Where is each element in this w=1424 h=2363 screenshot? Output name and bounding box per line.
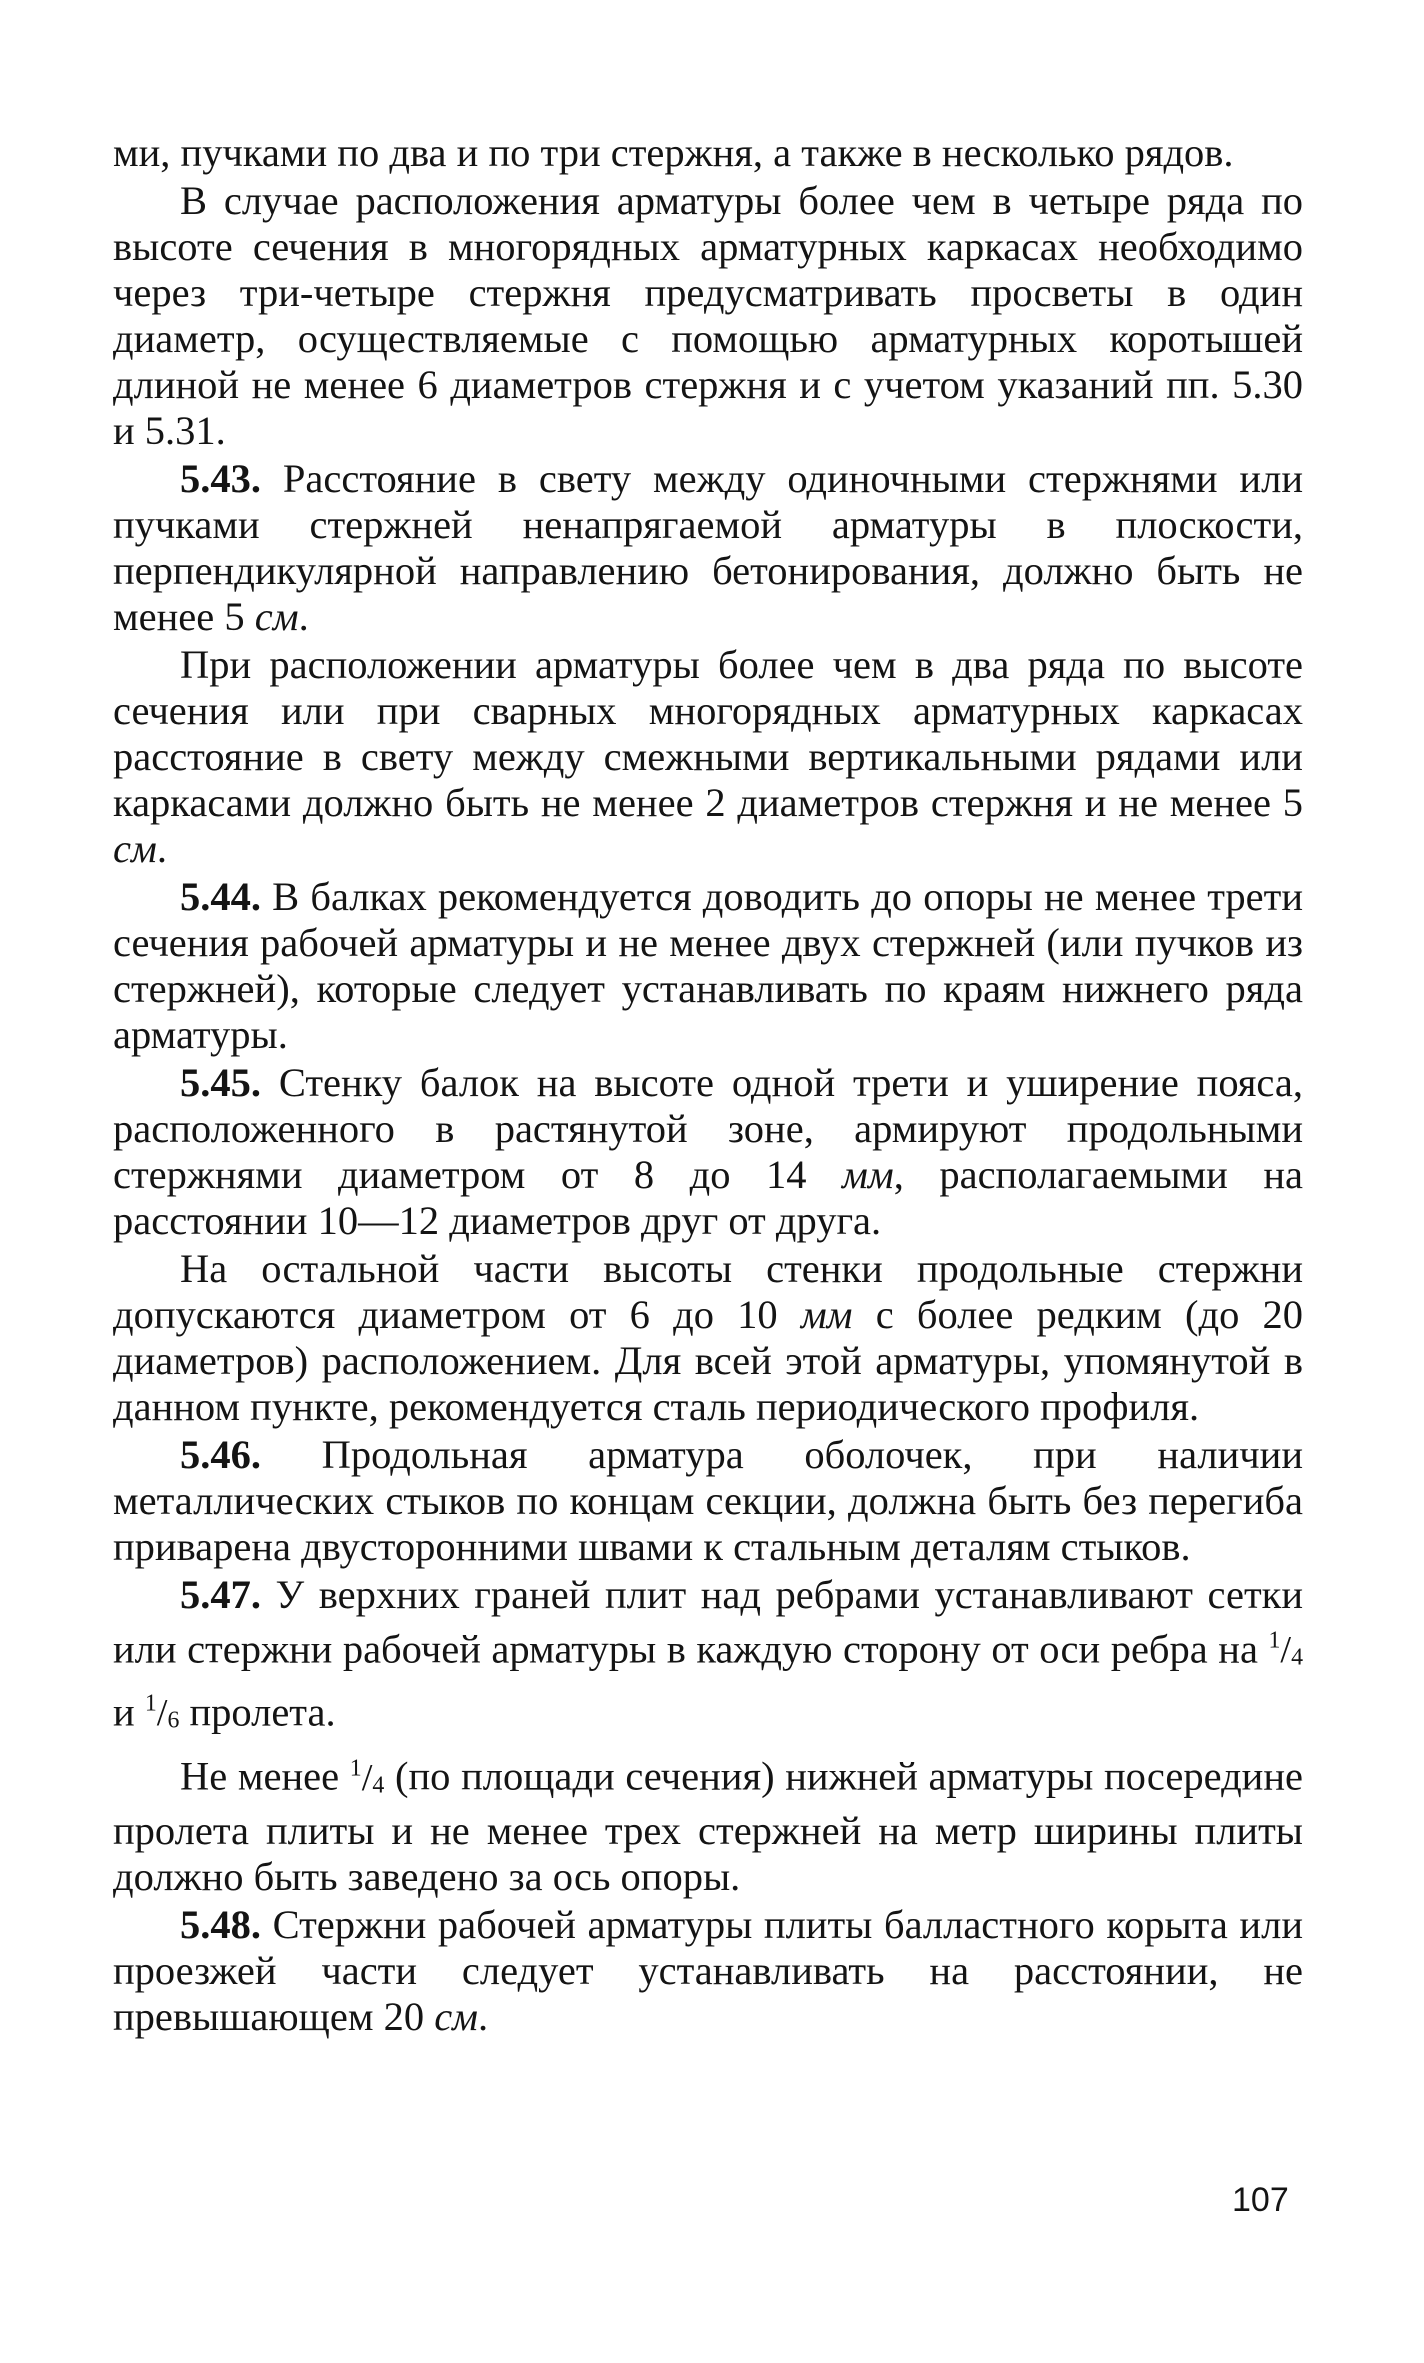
clause-5-45: 5.45. Стенку балок на высоте одной трети и уширение пояса, расположенного в растянутой зоне, армируют продольными стержнями диаметром от 8 до 14 мм, располагаемыми на расстоянии 10—12 диаметров друг от друга.: [113, 1060, 1304, 1243]
clause-number: 5.44.: [180, 874, 261, 919]
clause-5-46: 5.46. Продольная арматура оболочек, при наличии металлических стыков по концам секции, должна быть без перегиба приварена двусторонними швами к стальным деталям стыков.: [113, 1432, 1303, 1569]
unit: см: [113, 826, 157, 871]
unit: мм: [842, 1152, 894, 1197]
page-number: 107: [1232, 2181, 1289, 2219]
unit: см: [434, 1994, 479, 2040]
paragraph-web-rest: На остальной части высоты стенки продольные стержни допускаются диаметром от 6 до 10 мм с более редким (до 20 диаметров) расположением. Для всей этой арматуры, упомянутой в данном пункте, рекомендуется сталь периодического профиля.: [113, 1246, 1303, 1429]
unit: мм: [800, 1292, 853, 1337]
paragraph-bottom-reinforcement: Не менее $^1/_4$ (по площади сечения) нижней арматуры посередине пролета плиты и не менее трех стержней на метр ширины плиты должно быть заведено за ось опоры.: [113, 1753, 1303, 1900]
clause-number: 5.47.: [180, 1572, 261, 1617]
document-page: [113, 130, 1303, 2040]
clause-5-47: 5.47. У верхних граней плит над ребрами устанавливают сетки или стержни рабочей арматуры в каждую сторону от оси ребра на $^1/_4$ и $^1/_6$ пролета.: [113, 1572, 1303, 1734]
fraction: $^1/_6$: [144, 1690, 180, 1734]
paragraph-rows-spacing: При расположении арматуры более чем в два ряда по высоте сечения или при сварных многорядных арматурных каркасах расстояние в свету между смежными вертикальными рядами или каркасами должно быть не менее 2 диаметров стержня и не менее 5 см.: [113, 642, 1303, 871]
unit: см: [254, 594, 299, 639]
clause-number: 5.45.: [180, 1060, 261, 1105]
clause-5-43: 5.43. Расстояние в свету между одиночными стержнями или пучками стержней ненапрягаемой арматуры в плоскости, перпендикулярной направлению бетонирования, должно быть не менее 5 см.: [113, 456, 1303, 639]
clause-5-44: 5.44. В балках рекомендуется доводить до опоры не менее трети сечения рабочей арматуры и не менее двух стержней (или пучков из стержней), которые следует устанавливать по краям нижнего ряда арматуры.: [113, 874, 1303, 1057]
clause-5-48: 5.48. Стержни рабочей арматуры плиты балластного корыта или проезжей части следует устанавливать на расстоянии, не превышающем 20 см.: [113, 1902, 1303, 2040]
paragraph-continuation: ми, пучками по два и по три стержня, а также в несколько рядов.: [113, 130, 1234, 175]
fraction: $^1/_4$: [349, 1755, 385, 1799]
clause-number: 5.43.: [180, 456, 261, 501]
clause-number: 5.48.: [180, 1902, 261, 1948]
paragraph-reinforcement-rows: В случае расположения арматуры более чем в четыре ряда по высоте сечения в многорядных арматурных каркасах необходимо через три-четыре стержня предусматривать просветы в один диаметр, осуществляемые с помощью арматурных коротышей длиной не менее 6 диаметров стержня и с учетом указаний пп. 5.30 и 5.31.: [113, 178, 1303, 453]
clause-number: 5.46.: [180, 1432, 261, 1477]
fraction: $^1/_4$: [1268, 1628, 1303, 1672]
